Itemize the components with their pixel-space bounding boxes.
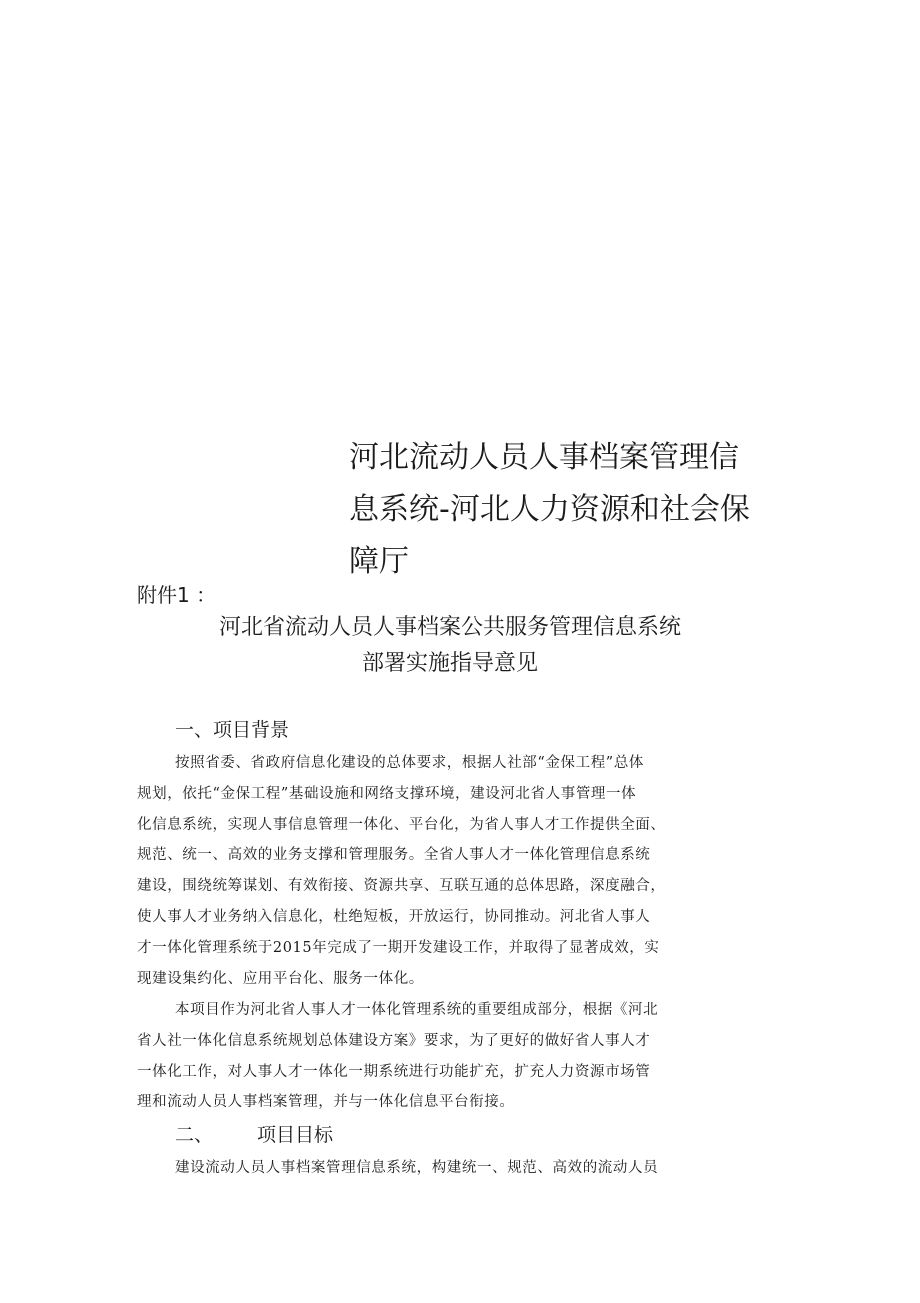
paragraph-line: 建设，围绕统筹谋划、有效衔接、资源共享、互联互通的总体思路，深度融合，	[137, 878, 666, 895]
paragraph-background-2	[137, 995, 701, 1118]
document-title	[160, 610, 740, 682]
page-title	[349, 432, 749, 588]
paragraph-line: 现建设集约化、应用平台化、服务一体化。	[137, 970, 424, 987]
section-number: 一、	[175, 719, 214, 741]
paragraph-line: 才一体化管理系统于2015年完成了一期开发建设工作，并取得了显著成效，实	[137, 939, 660, 956]
paragraph-line: 一体化工作，对人事人才一体化一期系统进行功能扩充，扩充人力资源市场管	[137, 1063, 651, 1080]
paragraph-line: 使人事人才业务纳入信息化，杜绝短板，开放运行，协同推动。河北省人事人	[137, 908, 651, 925]
paragraph-background-1	[137, 748, 701, 994]
paragraph-line: 省人社一体化信息系统规划总体建设方案》要求，为了更好的做好省人事人才	[137, 1032, 651, 1049]
paragraph-line: 本项目作为河北省人事人才一体化管理系统的重要组成部分，根据《河北	[175, 1002, 659, 1018]
paragraph-goals	[137, 1153, 701, 1184]
section-heading-goals	[175, 1120, 333, 1150]
paragraph-line: 规划，依托“金保工程”基础设施和网络支撑环境，建设河北省人事管理一体	[137, 785, 637, 802]
title-line-3: 障厅	[349, 544, 409, 579]
title-line-1: 河北流动人员人事档案管理信	[349, 440, 739, 475]
section-title: 项目目标	[257, 1124, 334, 1146]
paragraph-line: 按照省委、省政府信息化建设的总体要求，根据人社部“金保工程”总体	[175, 755, 645, 771]
section-number: 二、	[175, 1124, 214, 1146]
paragraph-line: 化信息系统，实现人事信息管理一体化、平台化，为省人事人才工作提供全面、	[137, 816, 666, 833]
title-line-2: 息系统-河北人力资源和社会保	[349, 492, 750, 527]
paragraph-line: 规范、统一、高效的业务支撑和管理服务。全省人事人才一体化管理信息系统	[137, 847, 651, 864]
document-title-line-1: 河北省流动人员人事档案公共服务管理信息系统	[218, 615, 681, 640]
section-title: 项目背景	[213, 719, 290, 741]
paragraph-line: 理和流动人员人事档案管理，并与一体化信息平台衔接。	[137, 1094, 515, 1111]
section-heading-background	[175, 715, 289, 745]
attachment-label: 附件1 ：	[137, 583, 217, 607]
document-title-line-2: 部署实施指导意见	[361, 651, 538, 676]
paragraph-line: 建设流动人员人事档案管理信息系统，构建统一、规范、高效的流动人员	[175, 1160, 659, 1176]
